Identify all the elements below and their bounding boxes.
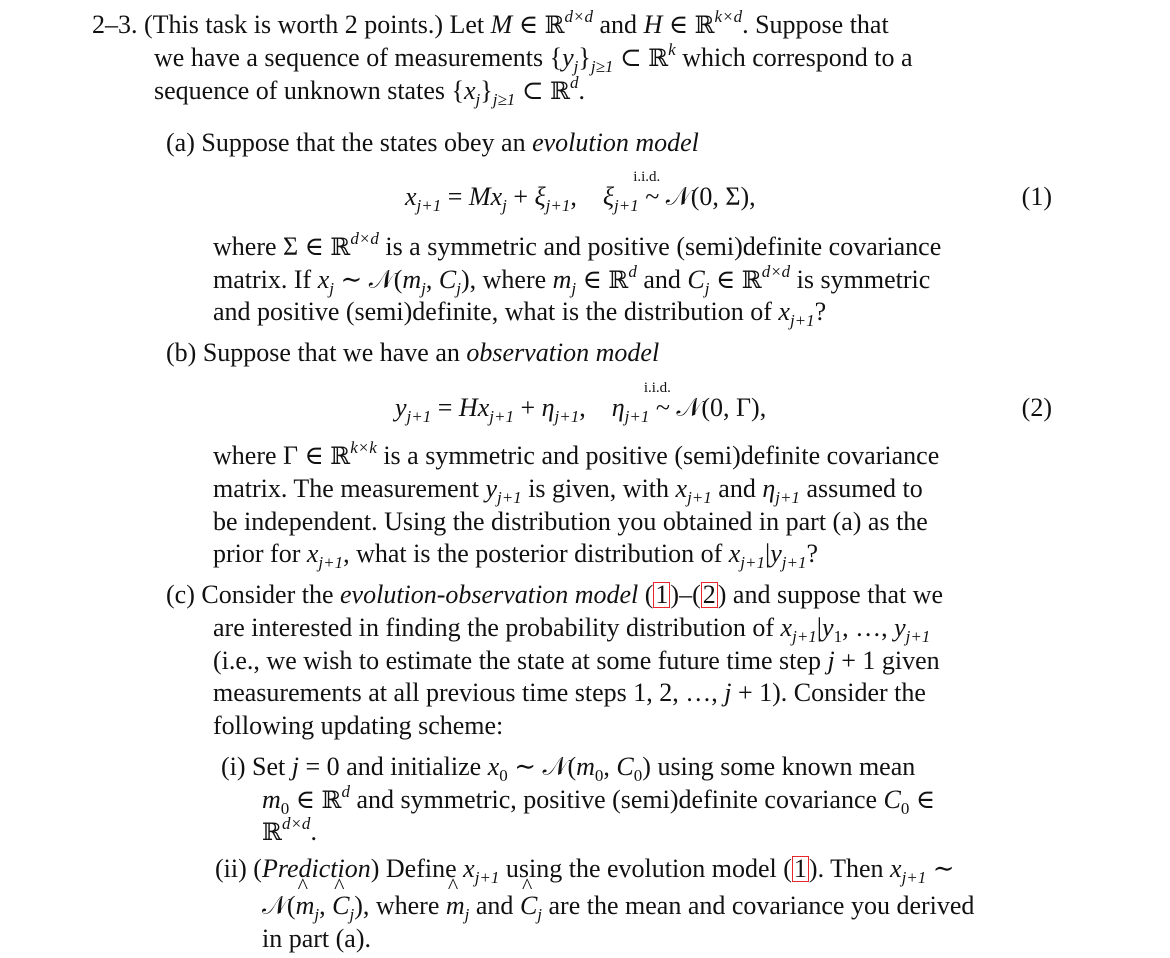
step-ii-line-1: (ii) (Prediction) Define $x_{j+1}$ using the evolution model (1). Then $x_{j+1}$ ∼ <box>215 854 955 887</box>
problem-line-1: 2–3. (This task is worth 2 points.) Let M ∈ ℝ$^{d\times d}$ and H ∈ ℝ$^{k\times d}$. Suppose that <box>92 7 889 39</box>
problem-number: 2–3. <box>92 10 138 39</box>
part-b-line-3: be independent. Using the distribution you obtained in part (a) as the <box>213 507 928 536</box>
step-ii-line-3: in part (a). <box>262 924 372 953</box>
equation-2: $y_{j+1} = Hx_{j+1} + \eta_{j+1}$, $\eta_{j+1}$ i.i.d. ~ 𝒩(0, Γ), <box>395 380 767 426</box>
part-a-line-1: where Σ ∈ ℝ$^{d\times d}$ is a symmetric and positive (semi)definite covariance <box>213 229 942 261</box>
equation-number-1: (1) <box>1021 182 1052 211</box>
part-c-line-4: measurements at all previous time steps 1, 2, …, j + 1). Consider the <box>213 678 926 707</box>
part-c-line-3: (i.e., we wish to estimate the state at some future time step j + 1 given <box>213 646 940 675</box>
part-a-line-3: and positive (semi)definite, what is the distribution of $x_{j+1}$? <box>213 297 827 330</box>
equation-number-2: (2) <box>1021 393 1052 422</box>
problem-line-3: sequence of unknown states $\{x_j\}_{j\ge 1}$ ⊂ ℝ$^d$. <box>154 73 586 109</box>
part-b-label: (b) <box>166 338 197 367</box>
step-ii-label: (ii) <box>215 854 247 883</box>
equation-ref-1-step-ii[interactable]: 1 <box>793 854 807 883</box>
part-c-label: (c) <box>166 580 195 609</box>
part-a-label: (a) <box>166 128 195 157</box>
part-b-line-1: where Γ ∈ ℝ$^{k\times k}$ is a symmetric and positive (semi)definite covariance <box>213 438 940 470</box>
part-b-line-2: matrix. The measurement $y_{j+1}$ is given, with $x_{j+1}$ and $\eta_{j+1}$ assumed to <box>213 474 923 507</box>
step-ii-line-2: 𝒩(^ $m_j$, ^ $C_j$), where ^ $m_j$ and ^ $C_j$ are the mean and covariance you derived <box>262 890 974 923</box>
term-evolution-observation-model: evolution-observation model <box>340 580 639 609</box>
term-evolution-model: evolution model <box>532 128 699 157</box>
part-a-line-2: matrix. If $x_j$ ∼ $𝒩(m_j$, $C_j$), where $m_j$ ∈ ℝ$^d$ and $C_j$ ∈ ℝ$^{d\times d}$ is symmetric <box>213 262 931 298</box>
points-note: (This task is worth 2 points.) <box>144 10 443 39</box>
step-ii-title: Prediction <box>261 854 371 883</box>
step-i-label: (i) <box>221 752 246 781</box>
term-observation-model: observation model <box>466 338 660 367</box>
equation-ref-2[interactable]: 2 <box>702 580 716 609</box>
part-a-lead: (a) Suppose that the states obey an evolution model <box>166 128 699 157</box>
part-c-line-5: following updating scheme: <box>213 711 504 740</box>
equation-ref-1[interactable]: 1 <box>655 580 669 609</box>
problem-line-2: we have a sequence of measurements $\{y_j\}_{j\ge 1}$ ⊂ ℝ$^k$ which correspond to a <box>154 40 913 76</box>
step-i-line-3: ℝ$^{d\times d}$. <box>262 814 317 846</box>
part-c-line-1: (c) Consider the evolution-observation model (1)–(2) and suppose that we <box>166 580 944 609</box>
step-i-line-2: $m_0$ ∈ ℝ$^d$ and symmetric, positive (semi)definite covariance $C_0$ ∈ <box>262 782 936 818</box>
equation-1: $x_{j+1} = Mx_j + \xi_{j+1}$, $\xi_{j+1}$ i.i.d. ~ 𝒩(0, Σ), <box>405 169 756 215</box>
part-b-lead: (b) Suppose that we have an observation model <box>166 338 660 367</box>
step-i-line-1: (i) Set j = 0 and initialize $x_0$ ∼ $𝒩(m_0$, $C_0$) using some known mean <box>221 752 916 785</box>
part-b-line-4: prior for $x_{j+1}$, what is the posterior distribution of $x_{j+1}|y_{j+1}$? <box>213 539 818 572</box>
part-c-line-2: are interested in finding the probability distribution of $x_{j+1}|y_1$, …, $y_{j+1}$ <box>213 613 931 646</box>
